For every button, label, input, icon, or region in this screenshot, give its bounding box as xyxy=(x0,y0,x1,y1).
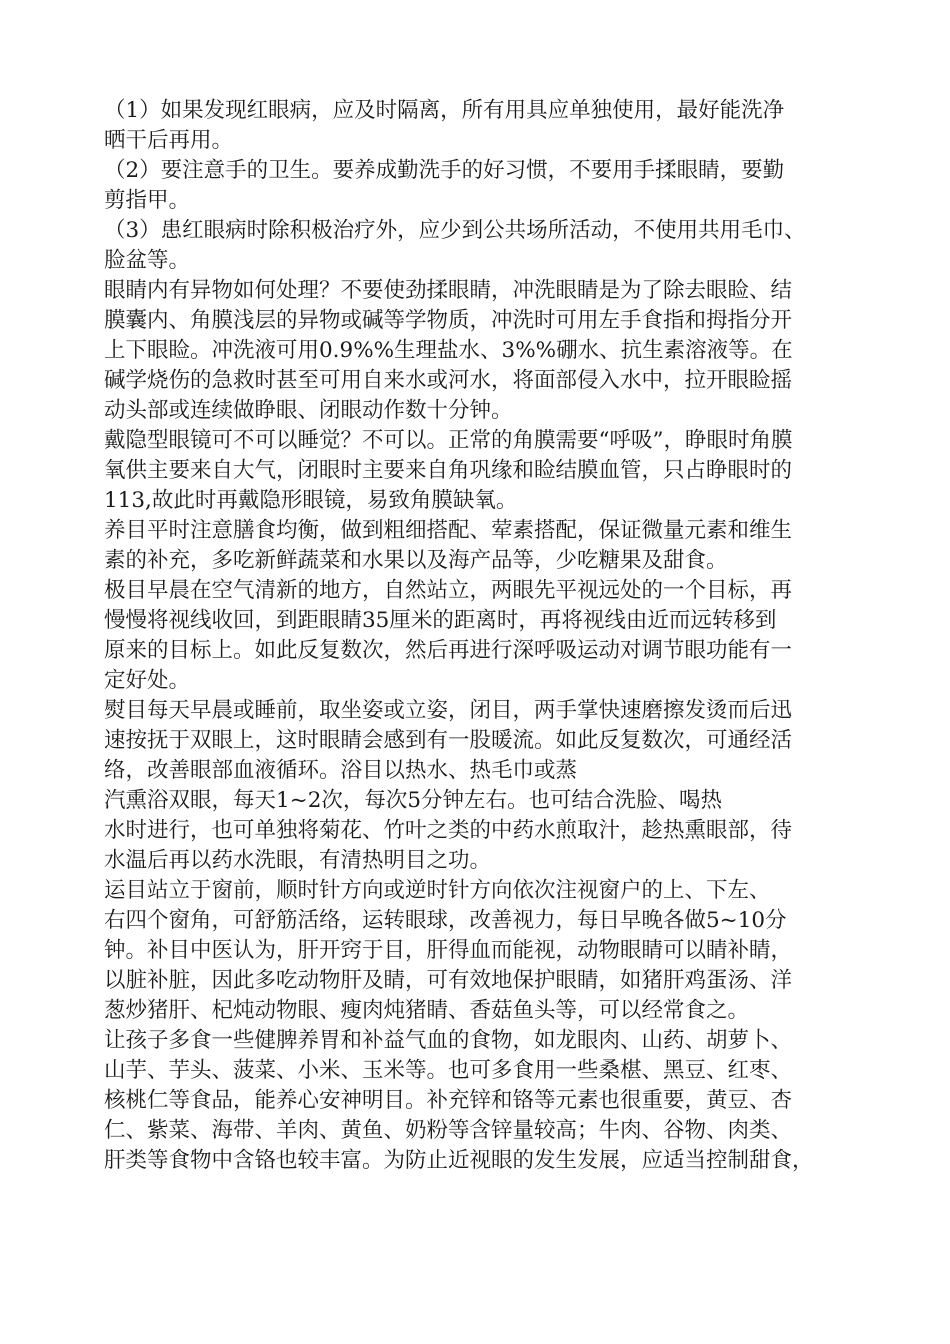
text-line: 肝类等食物中含铬也较丰富。为防止近视眼的发生发展，应适当控制甜食， xyxy=(104,1148,814,1173)
text-line: 络，改善眼部血液循环。浴目以热水、热毛巾或蒸 xyxy=(104,758,578,783)
text-line: 剪指甲。 xyxy=(104,188,191,213)
text-line: 钟。补目中医认为，肝开窍于目，肝得血而能视，动物眼睛可以睛补睛， xyxy=(104,938,793,963)
text-line: 上下眼睑。冲洗液可用0.9%%生理盐水、3%%硼水、抗生素溶液等。在 xyxy=(104,338,793,363)
text-line: 碱学烧伤的急救时甚至可用自来水或河水，将面部侵入水中，拉开眼睑摇 xyxy=(104,368,793,393)
text-line: （3）患红眼病时除积极治疗外，应少到公共场所活动，不使用共用毛巾、 xyxy=(104,218,806,243)
text-line: 晒干后再用。 xyxy=(104,128,234,153)
text-line: 113,故此时再戴隐形眼镜，易致角膜缺氧。 xyxy=(104,488,518,513)
text-line: 水时进行，也可单独将菊花、竹叶之类的中药水煎取汁，趁热熏眼部，待 xyxy=(104,818,793,843)
text-line: 眼睛内有异物如何处理？不要使劲揉眼睛，冲洗眼睛是为了除去眼睑、结 xyxy=(104,278,793,303)
text-line: 葱炒猪肝、杞炖动物眼、瘦肉炖猪睛、香菇鱼头等，可以经常食之。 xyxy=(104,998,750,1023)
text-line: （2）要注意手的卫生。要养成勤洗手的好习惯，不要用手揉眼睛，要勤 xyxy=(104,158,785,183)
text-line: 山芋、芋头、菠菜、小米、玉米等。也可多食用一些桑椹、黑豆、红枣、 xyxy=(104,1058,793,1083)
text-line: 定好处。 xyxy=(104,668,191,693)
text-line: 熨目每天早晨或睡前，取坐姿或立姿，闭目，两手掌快速磨擦发烫而后迅 xyxy=(104,698,793,723)
text-line: 戴隐型眼镜可不可以睡觉？不可以。正常的角膜需要“呼吸”，睁眼时角膜 xyxy=(104,428,793,453)
text-line: 脸盆等。 xyxy=(104,248,191,273)
text-line: 运目站立于窗前，顺时针方向或逆时针方向依次注视窗户的上、下左、 xyxy=(104,878,771,903)
text-line: 右四个窗角，可舒筋活络，运转眼球，改善视力，每日早晚各做5~10分 xyxy=(104,908,787,933)
document-body xyxy=(104,96,864,1176)
text-line: 养目平时注意膳食均衡，做到粗细搭配、荤素搭配，保证微量元素和维生 xyxy=(104,518,793,543)
text-line: 慢慢将视线收回，到距眼睛35厘米的距离时，再将视线由近而远转移到 xyxy=(104,608,777,633)
text-line: 以脏补脏，因此多吃动物肝及睛，可有效地保护眼睛，如猪肝鸡蛋汤、洋 xyxy=(104,968,793,993)
text-line: 氧供主要来自大气，闭眼时主要来自角巩缘和睑结膜血管，只占睁眼时的 xyxy=(104,458,793,483)
text-line: 动头部或连续做睁眼、闭眼动作数十分钟。 xyxy=(104,398,513,423)
text-line: 原来的目标上。如此反复数次，然后再进行深呼吸运动对调节眼功能有一 xyxy=(104,638,793,663)
text-line: 极目早晨在空气清新的地方，自然站立，两眼先平视远处的一个目标，再 xyxy=(104,578,793,603)
text-line: 速按抚于双眼上，这时眼睛会感到有一股暖流。如此反复数次，可通经活 xyxy=(104,728,793,753)
text-line: 水温后再以药水洗眼，有清热明目之功。 xyxy=(104,848,492,873)
text-line: 膜囊内、角膜浅层的异物或碱等学物质，冲洗时可用左手食指和拇指分开 xyxy=(104,308,793,333)
text-line: 仁、紫菜、海带、羊肉、黄鱼、奶粉等含锌量较高；牛肉、谷物、肉类、 xyxy=(104,1118,793,1143)
text-line: 让孩子多食一些健脾养胃和补益气血的食物，如龙眼肉、山药、胡萝卜、 xyxy=(104,1028,793,1053)
text-line: 汽熏浴双眼，每天1~2次，每次5分钟左右。也可结合洗脸、喝热 xyxy=(104,788,723,813)
text-line: 核桃仁等食品，能养心安神明目。补充锌和铬等元素也很重要，黄豆、杏 xyxy=(104,1088,793,1113)
text-line: （1）如果发现红眼病，应及时隔离，所有用具应单独使用，最好能洗净 xyxy=(104,98,785,123)
text-line: 素的补充，多吃新鲜蔬菜和水果以及海产品等，少吃糖果及甜食。 xyxy=(104,548,728,573)
